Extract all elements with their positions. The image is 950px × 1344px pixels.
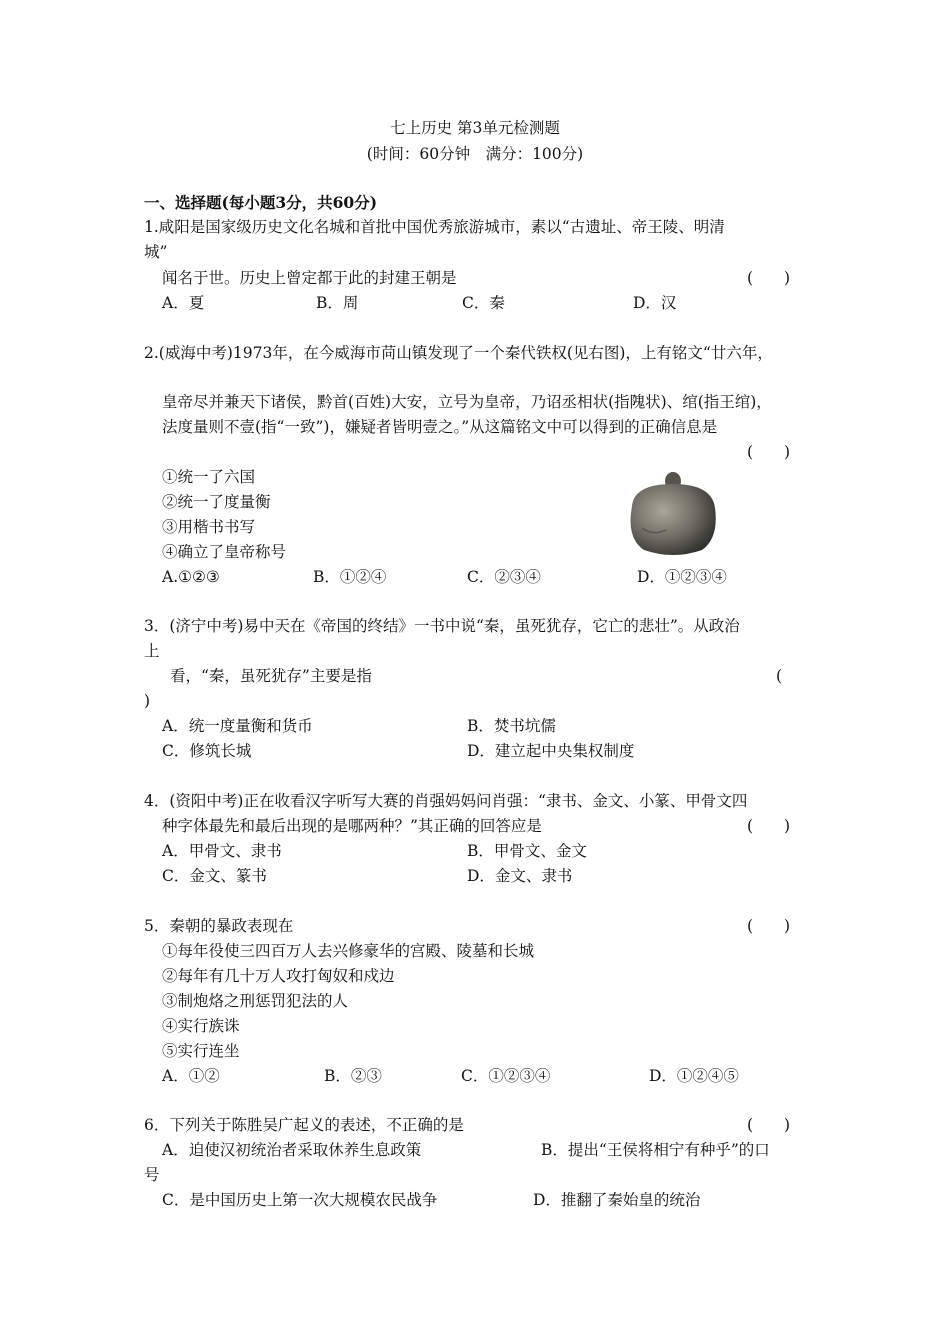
q3-option-d[interactable]: D．建立起中央集权制度: [467, 742, 635, 760]
qin-iron-weight-image: [622, 466, 724, 558]
q5-option-c[interactable]: C．①②③④: [461, 1067, 551, 1085]
q5-answer-paren[interactable]: ( ): [747, 917, 791, 935]
q6-option-b-continued: 号: [144, 1166, 160, 1184]
q4-option-a[interactable]: A．甲骨文、隶书: [162, 842, 282, 860]
q1-stem-line-1: 1.咸阳是国家级历史文化名城和首批中国优秀旅游城市，素以“古遗址、帝王陵、明清: [144, 218, 725, 236]
q2-stem-line-1: 2.(威海中考)1973年，在今威海市苘山镇发现了一个秦代铁权(见右图)，上有铭文“廿六年，: [144, 344, 773, 362]
exam-info: (时间：60分钟 满分：100分): [366, 145, 584, 163]
q3-option-c[interactable]: C．修筑长城: [162, 742, 252, 760]
q1-answer-paren[interactable]: ( ): [747, 269, 791, 287]
q4-stem-line-2: 种字体最先和最后出现的是哪两种？”其正确的回答应是: [162, 817, 542, 835]
q4-option-c[interactable]: C．金文、篆书: [162, 867, 267, 885]
q6-option-b[interactable]: B．提出“王侯将相宁有种乎”的口: [541, 1141, 770, 1159]
q3-answer-paren-open[interactable]: (: [776, 667, 783, 685]
q5-option-b[interactable]: B．②③: [324, 1067, 382, 1085]
q5-item-3: ③制炮烙之刑惩罚犯法的人: [162, 992, 349, 1010]
q5-stem: 5．秦朝的暴政表现在: [144, 917, 294, 935]
q2-item-3: ③用楷书书写: [162, 518, 256, 536]
q1-stem-line-2: 城”: [144, 243, 168, 261]
q3-stem-line-3: 看，“秦，虽死犹存”主要是指: [170, 667, 372, 685]
q4-answer-paren[interactable]: ( ): [747, 817, 791, 835]
q2-item-4: ④确立了皇帝称号: [162, 543, 287, 561]
q3-answer-paren-close[interactable]: ): [144, 692, 151, 710]
q3-stem-line-2: 上: [144, 642, 160, 660]
q2-option-c[interactable]: C．②③④: [467, 568, 541, 586]
q3-option-a[interactable]: A．统一度量衡和货币: [162, 717, 313, 735]
q5-option-a[interactable]: A．①②: [162, 1067, 220, 1085]
q2-stem-line-2: 皇帝尽并兼天下诸侯，黔首(百姓)大安，立号为皇帝，乃诏丞相状(指隗状)、绾(指王绾)，: [162, 393, 772, 411]
q4-stem-line-1: 4．(资阳中考)正在收看汉字听写大赛的肖强妈妈问肖强：“隶书、金文、小篆、甲骨文四: [144, 792, 748, 810]
q3-option-b[interactable]: B．焚书坑儒: [467, 717, 556, 735]
q5-item-1: ①每年役使三四百万人去兴修豪华的宫殿、陵墓和长城: [162, 942, 535, 960]
section-heading: 一、选择题(每小题3分，共60分): [144, 193, 378, 212]
q1-option-d[interactable]: D．汉: [633, 294, 677, 312]
q6-answer-paren[interactable]: ( ): [747, 1116, 791, 1134]
q6-option-c[interactable]: C．是中国历史上第一次大规模农民战争: [162, 1191, 438, 1209]
q6-option-d[interactable]: D．推翻了秦始皇的统治: [533, 1191, 701, 1209]
q2-stem-line-3: 法度量则不壹(指“一致”)，嫌疑者皆明壹之。”从这篇铭文中可以得到的正确信息是: [162, 418, 718, 436]
q6-option-a[interactable]: A．迫使汉初统治者采取休养生息政策: [162, 1141, 422, 1159]
q2-option-b[interactable]: B．①②④: [313, 568, 387, 586]
q1-option-b[interactable]: B．周: [316, 294, 359, 312]
q1-stem-line-3: 闻名于世。历史上曾定都于此的封建王朝是: [162, 269, 457, 287]
q5-item-2: ②每年有几十万人攻打匈奴和戍边: [162, 967, 395, 985]
q6-stem: 6．下列关于陈胜吴广起义的表述，不正确的是: [144, 1116, 464, 1134]
q1-option-c[interactable]: C．秦: [462, 294, 505, 312]
q2-item-2: ②统一了度量衡: [162, 493, 271, 511]
q4-option-b[interactable]: B．甲骨文、金文: [467, 842, 587, 860]
q2-option-d[interactable]: D．①②③④: [637, 568, 727, 586]
q5-item-5: ⑤实行连坐: [162, 1042, 240, 1060]
q2-option-a[interactable]: A.①②③: [162, 568, 220, 586]
page-title: 七上历史 第3单元检测题: [390, 119, 560, 137]
q5-option-d[interactable]: D．①②④⑤: [649, 1067, 739, 1085]
q3-stem-line-1: 3．(济宁中考)易中天在《帝国的终结》一书中说“秦，虽死犹存，它亡的悲壮”。从政治: [144, 617, 740, 635]
q4-option-d[interactable]: D．金文、隶书: [467, 867, 573, 885]
q5-item-4: ④实行族诛: [162, 1017, 240, 1035]
q1-option-a[interactable]: A．夏: [162, 294, 205, 312]
q2-answer-paren[interactable]: ( ): [747, 443, 791, 461]
q2-item-1: ①统一了六国: [162, 468, 256, 486]
